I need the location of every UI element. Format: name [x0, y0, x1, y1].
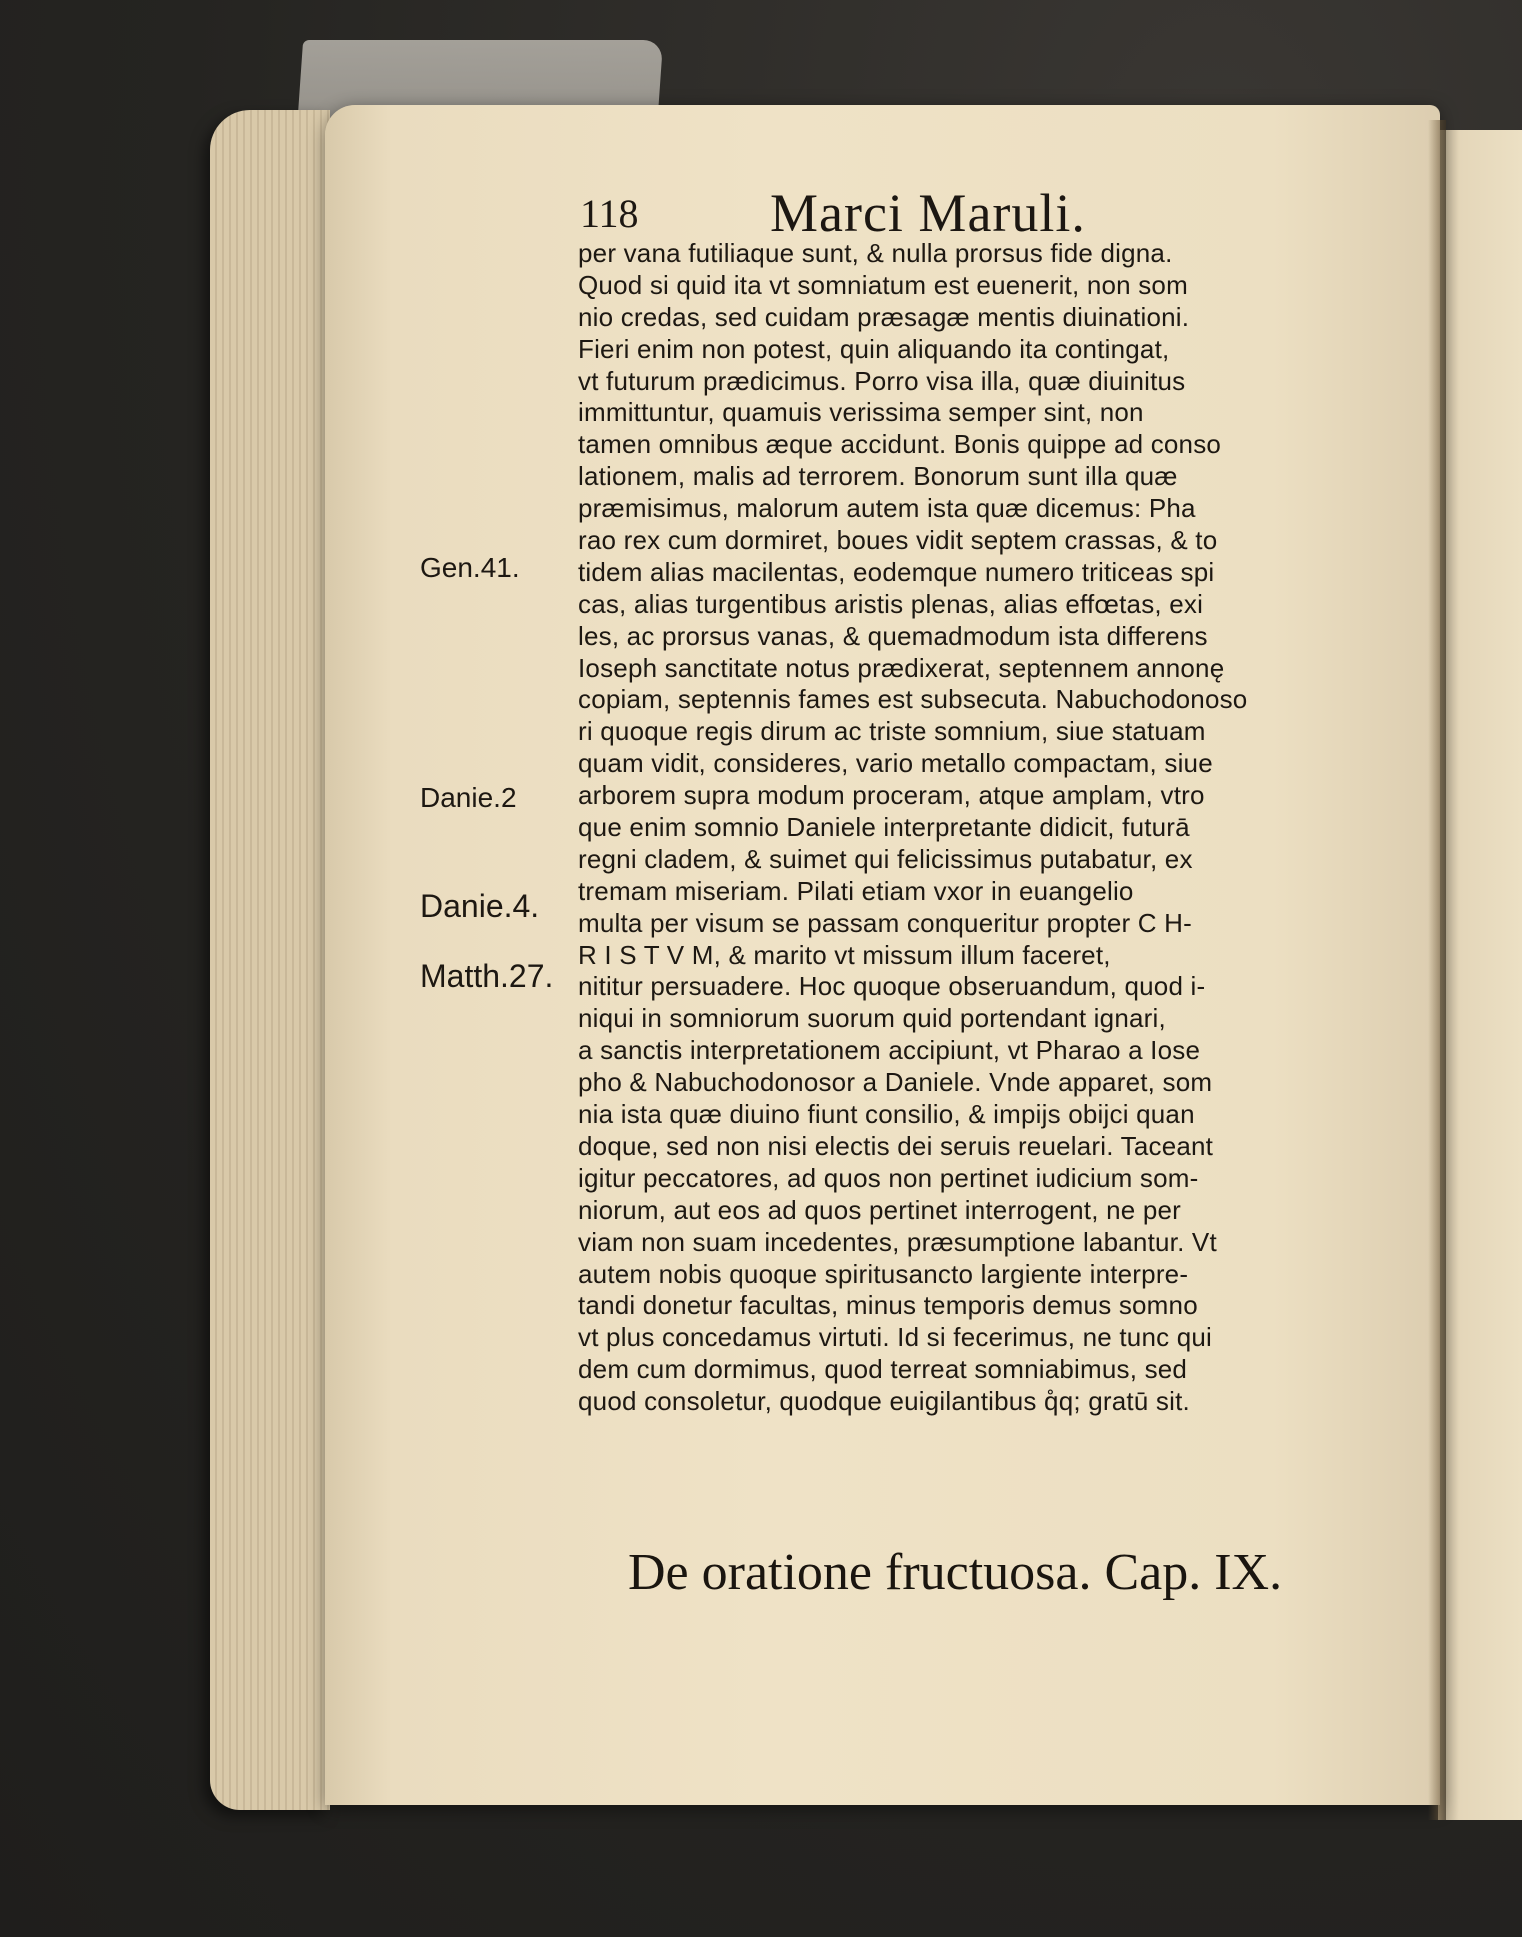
text-line: arborem supra modum proceram, atque amplam, vtro: [578, 780, 1205, 811]
text-line: a sanctis interpretationem accipiunt, vt Pharao a Iose: [578, 1035, 1201, 1066]
text-line: igitur peccatores, ad quos non pertinet iudicium som-: [578, 1162, 1199, 1193]
text-line: niorum, aut eos ad quos pertinet interrogent, ne per: [578, 1194, 1181, 1225]
text-line: immittuntur, quamuis verissima semper sint, non: [578, 397, 1144, 428]
book-gutter: [1428, 120, 1446, 1820]
text-line: que enim somnio Daniele interpretante didicit, futurā: [578, 812, 1190, 843]
text-line: niqui in somniorum suorum quid portendant ignari,: [578, 1003, 1166, 1034]
text-line: tamen omnibus æque accidunt. Bonis quippe ad conso: [578, 429, 1222, 460]
text-line: dem cum dormimus, quod terreat somniabimus, sed: [578, 1354, 1188, 1385]
text-line: autem nobis quoque spiritusancto largiente interpre-: [578, 1258, 1189, 1289]
text-line: multa per visum se passam conqueritur propter C H-: [578, 907, 1193, 938]
text-line: doque, sed non nisi electis dei seruis reuelari. Taceant: [578, 1130, 1214, 1161]
facing-page-edge: [1438, 130, 1522, 1820]
text-line: quam vidit, consideres, vario metallo compactam, siue: [578, 748, 1213, 779]
text-line: les, ac prorsus vanas, & quemadmodum ista differens: [578, 620, 1208, 651]
text-line: Ioseph sanctitate notus prædixerat, septennem annonę: [578, 652, 1225, 683]
text-line: nititur persuadere. Hoc quoque obseruandum, quod i-: [578, 971, 1206, 1002]
text-line: rao rex cum dormiret, boues vidit septem crassas, & to: [578, 525, 1218, 556]
page-edge-stack: [210, 110, 330, 1810]
text-line: Quod si quid ita vt somniatum est euenerit, non som: [578, 269, 1188, 300]
text-line: Fieri enim non potest, quin aliquando ita contingat,: [578, 333, 1170, 364]
text-line: copiam, septennis fames est subsecuta. Nabuchodonoso: [578, 684, 1248, 715]
margin-note-daniel-2: Danie.2: [420, 782, 517, 813]
text-line: præmisimus, malorum autem ista quæ dicemus: Pha: [578, 493, 1196, 524]
text-line: ri quoque regis dirum ac triste somnium, siue statuam: [578, 716, 1206, 747]
page-number: 118: [580, 191, 639, 236]
margin-note-matthew: Matth.27.: [420, 958, 554, 994]
text-line: tidem alias macilentas, eodemque numero triticeas spi: [578, 556, 1215, 587]
text-line: R I S T V M, & marito vt missum illum faceret,: [578, 939, 1111, 970]
text-line: tremam miseriam. Pilati etiam vxor in euangelio: [578, 875, 1134, 906]
text-line: nio credas, sed cuidam præsagæ mentis diuinationi.: [578, 301, 1190, 332]
chapter-heading: De oratione fructuosa. Cap. IX.: [628, 1544, 1283, 1601]
text-line: quod consoletur, quodque euigilantibus q̊q; gratū sit.: [578, 1386, 1190, 1417]
text-line: per vana futiliaque sunt, & nulla prorsus fide digna.: [578, 238, 1173, 268]
body-text: [578, 238, 1313, 1418]
margin-note-genesis: Gen.41.: [420, 552, 520, 583]
text-line: vt plus concedamus virtuti. Id si fecerimus, ne tunc qui: [578, 1322, 1213, 1353]
running-head: Marci Maruli.: [770, 183, 1086, 243]
text-line: pho & Nabuchodonosor a Daniele. Vnde apparet, som: [578, 1067, 1213, 1098]
text-line: cas, alias turgentibus aristis plenas, alias effœtas, exi: [578, 588, 1204, 619]
text-line: regni cladem, & suimet qui felicissimus putabatur, ex: [578, 843, 1193, 874]
margin-note-daniel-4: Danie.4.: [420, 888, 540, 924]
text-line: lationem, malis ad terrorem. Bonorum sunt illa quæ: [578, 461, 1178, 492]
text-line: nia ista quæ diuino fiunt consilio, & impijs obijci quan: [578, 1099, 1195, 1130]
text-line: viam non suam incedentes, præsumptione labantur. Vt: [578, 1226, 1217, 1257]
text-line: vt futurum prædicimus. Porro visa illa, quæ diuinitus: [578, 365, 1186, 396]
text-line: tandi donetur facultas, minus temporis demus somno: [578, 1290, 1198, 1321]
